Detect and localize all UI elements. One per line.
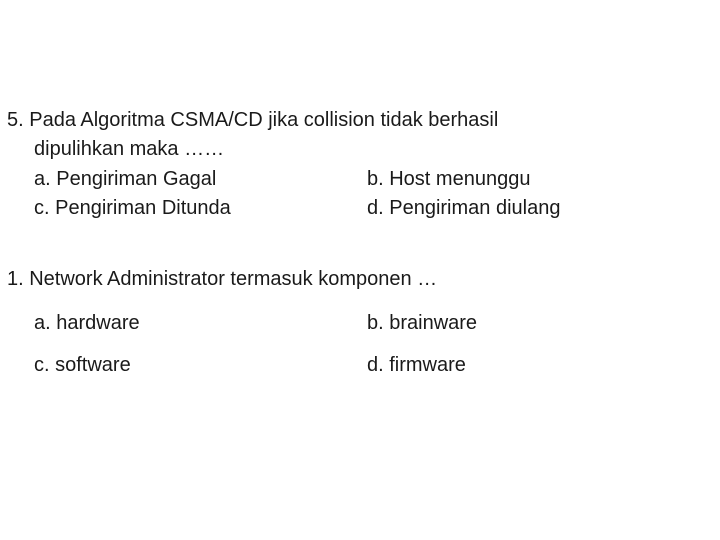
question-5-option-a: a. Pengiriman Gagal: [34, 168, 217, 190]
question-5-option-b: b. Host menunggu: [367, 168, 531, 190]
question-1-option-d: d. firmware: [367, 354, 466, 376]
question-1-option-a: a. hardware: [34, 312, 140, 334]
question-1-text: 1. Network Administrator termasuk komponen …: [7, 268, 438, 290]
question-5-option-c: c. Pengiriman Ditunda: [34, 197, 231, 219]
question-5-text-line1: 5. Pada Algoritma CSMA/CD jika collision tidak berhasil: [7, 109, 499, 131]
question-1-option-b: b. brainware: [367, 312, 478, 334]
question-5-text-line2: dipulihkan maka ……: [34, 138, 225, 160]
question-5-option-d: d. Pengiriman diulang: [367, 197, 561, 219]
question-1-option-c: c. software: [34, 354, 131, 376]
